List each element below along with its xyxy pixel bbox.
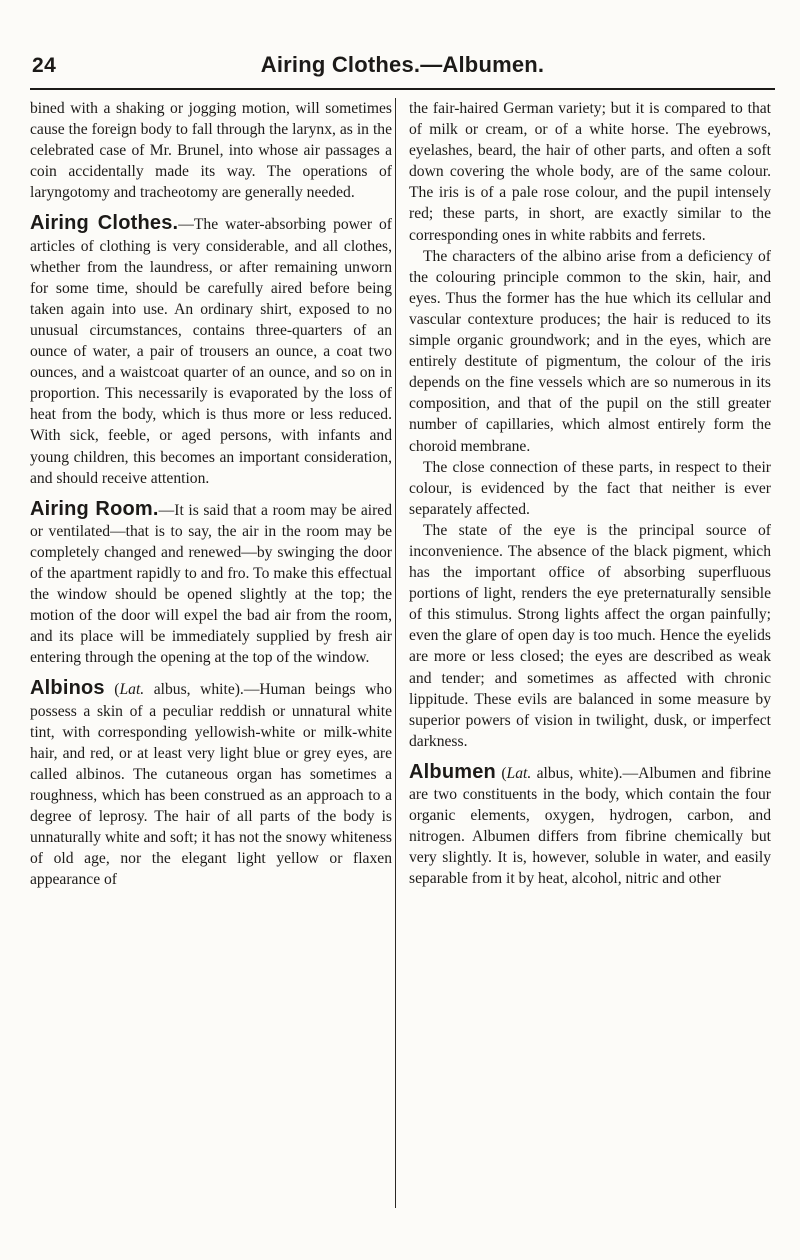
left-column [30,98,392,890]
etymology-lat: Lat. [119,681,145,699]
etymology-lat: Lat. [506,764,532,782]
paragraph [409,246,771,457]
entry-text: —Human beings who possess a skin of a peculiar reddish or unnatural white tint, with corresponding yellowish-white or milk-white hair, and red, or at least very light blue or grey eyes, are called albinos. The cutaneous organ has sometimes a roughness, which has been construed as an approach to a degree of leprosy. The hair of all parts of the body is unnaturally white and soft; it has not the snowy whiteness of old age, nor the elegant light yellow or flaxen appearance of [30,681,392,889]
continuation-text: bined with a shaking or jogging motion, will sometimes cause the foreign body to fall through the larynx, as in the celebrated case of Mr. Brunel, into whose air passages a coin accidentally made its way. The operations of laryngotomy and tracheotomy are generally needed. [30,100,392,202]
headword-albumen: Albumen [409,760,496,783]
paragraph-text: The state of the eye is the principal source of inconvenience. The absence of the black pigment, which has the important office of absorbing superfluous portions of light, renders the eye preternaturally sensible of this stimulus. Strong lights affect the organ painfully; even the glare of open day is too much. Hence the eyelids are more or less closed; the eyes are described as weak and tender; and sometimes as affected with chronic lippitude. These evils are balanced in some measure by superior powers of vision in twilight, dusk, or imperfect darkness. [409,521,771,750]
entry-albinos [30,678,392,890]
continuation-paragraph [409,98,771,246]
right-column [409,98,771,889]
etymology-rest: albus, white). [531,764,623,782]
etymology-open: ( [495,764,507,782]
paragraph [409,520,771,752]
running-title: Airing Clothes.—Albumen. [260,52,545,77]
page-number: 24 [32,54,57,77]
headword-airing-clothes: Airing Clothes. [30,212,179,235]
page-header [30,52,775,90]
entry-text: —Albumen and fibrine are two constituents in the body, which contain the four organic elements, oxygen, hydrogen, carbon, and nitrogen. Albumen differs from fibrine chemically but very slightly. It is, however, soluble in water, and easily separable from it by heat, alcohol, nitric and other [409,764,771,888]
headword-albinos: Albinos [30,677,105,700]
entry-text: —It is said that a room may be aired or ventilated—that is to say, the air in the room may be completely changed and renewed—by swinging the door of the apartment rapidly to and fro. To make this effectual the window should be opened slightly at the top; the motion of the door will expel the bad air from the room, and its place will be immediately supplied by fresh air entering through the opening at the top of the window. [30,501,393,667]
entry-airing-clothes [30,213,392,488]
continuation-text: the fair-haired German variety; but it is compared to that of milk or cream, or of a white horse. The eyebrows, eyelashes, beard, the hair of other parts, and often a soft down covering the whole body, are of the same colour. The iris is of a pale rose colour, and the pupil intensely red; these parts, in short, are exactly similar to the corresponding ones in white rabbits and ferrets. [409,100,771,244]
entry-text: —The water-absorbing power of articles of clothing is very considerable, and all clothes, whether from the laundress, or after remaining unworn for some time, should be carefully aired before being taken again into use. An ordinary shirt, exposed to no unusual circumstances, contains three-quarters of an ounce of water, a pair of trousers an ounce, a coat two ounces, and a waistcoat quarter of an ounce, and so on in proportion. This necessarily is evaporated by the loss of heat from the body, which is thus more or less reduced. With sick, feeble, or aged persons, with infants and young children, this becomes an important consideration, and should receive attention. [30,216,392,487]
column-divider [395,98,396,1208]
continuation-paragraph [30,98,392,203]
etymology-open: ( [104,681,120,699]
entry-airing-room [30,499,392,669]
etymology-rest: albus, white). [144,681,244,699]
entry-albumen [409,762,771,890]
paragraph-text: The close connection of these parts, in respect to their colour, is evidenced by the fact that neither is ever separately affected. [409,458,771,518]
paragraph-text: The characters of the albino arise from a deficiency of the colouring principle common to the skin, hair, and eyes. Thus the former has the hue which its cellular and vascular contexture produces; the hair is reduced to its simple organic groundwork; and in the eyes, which are entirely destitute of pigmentum, the colour of the iris depends on the fine vessels which are so numerous in its composition, and that of the pupil on the still greater number of capillaries, which almost entirely form the choroid membrane. [409,247,771,455]
headword-airing-room: Airing Room. [30,497,159,520]
paragraph [409,457,771,520]
